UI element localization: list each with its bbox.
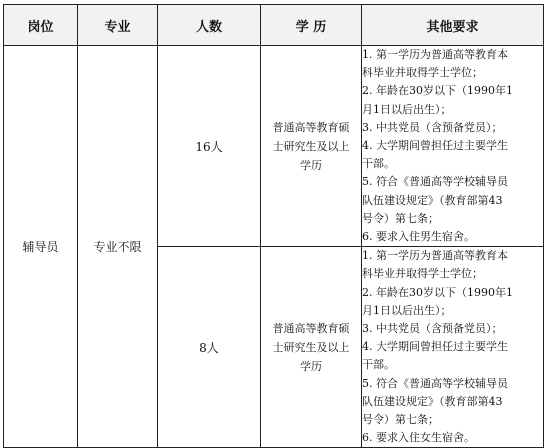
requirement-line: 干部。: [362, 157, 395, 171]
requirement-line: 1. 第一学历为普通高等教育本: [362, 249, 508, 263]
requirement-line: 队伍建设规定》（教育部第43: [362, 193, 503, 207]
major-cell: 专业不限: [78, 46, 158, 448]
requirements-cell: [362, 247, 544, 448]
education-cell: [261, 46, 362, 247]
header-row: [4, 5, 544, 46]
header-count: 人数: [158, 5, 261, 46]
recruitment-table: [3, 4, 544, 448]
header-major: 专业: [78, 5, 158, 46]
requirement-line: 5. 符合《普通高等学校辅导员: [362, 376, 508, 390]
header-position: 岗位: [4, 5, 78, 46]
education-line: 学历: [300, 359, 322, 373]
requirement-line: 科毕业并取得学士学位；: [362, 267, 483, 281]
requirement-line: 3. 中共党员（含预备党员）；: [362, 120, 503, 134]
count-cell: 8人: [158, 247, 261, 448]
requirement-line: 4. 大学期间曾担任过主要学生: [362, 139, 508, 153]
requirement-line: 1. 第一学历为普通高等教育本: [362, 48, 508, 61]
requirement-line: 5. 符合《普通高等学校辅导员: [362, 175, 508, 189]
header-education: 学 历: [261, 5, 362, 46]
requirement-line: 干部。: [362, 358, 395, 372]
position-cell: 辅导员: [4, 46, 78, 448]
education-line: 普通高等教育硕: [272, 321, 350, 335]
requirement-line: 号令）第七条；: [362, 211, 439, 225]
requirements-cell: [362, 46, 544, 247]
education-line: 士研究生及以上: [272, 139, 350, 153]
requirement-line: 6. 要求入住女生宿舍。: [362, 431, 475, 445]
education-cell: [261, 247, 362, 448]
requirement-line: 4. 大学期间曾担任过主要学生: [362, 340, 508, 354]
education-line: 普通高等教育硕: [272, 120, 350, 134]
requirement-line: 2. 年龄在30岁以下（1990年1: [362, 285, 513, 299]
header-other-requirements: 其他要求: [362, 5, 544, 46]
requirement-line: 月1日以后出生）；: [362, 102, 452, 116]
education-line: 士研究生及以上: [272, 340, 350, 354]
requirement-line: 号令）第七条；: [362, 413, 439, 427]
requirement-line: 科毕业并取得学士学位；: [362, 66, 483, 80]
table-row: [4, 46, 544, 247]
education-line: 学历: [300, 158, 322, 172]
count-cell: 16人: [158, 46, 261, 247]
requirement-line: 6. 要求入住男生宿舍。: [362, 230, 475, 244]
requirement-line: 月1日以后出生）；: [362, 303, 452, 317]
requirement-line: 2. 年龄在30岁以下（1990年1: [362, 84, 513, 98]
requirement-line: 3. 中共党员（含预备党员）；: [362, 322, 503, 336]
requirement-line: 队伍建设规定》（教育部第43: [362, 394, 503, 408]
